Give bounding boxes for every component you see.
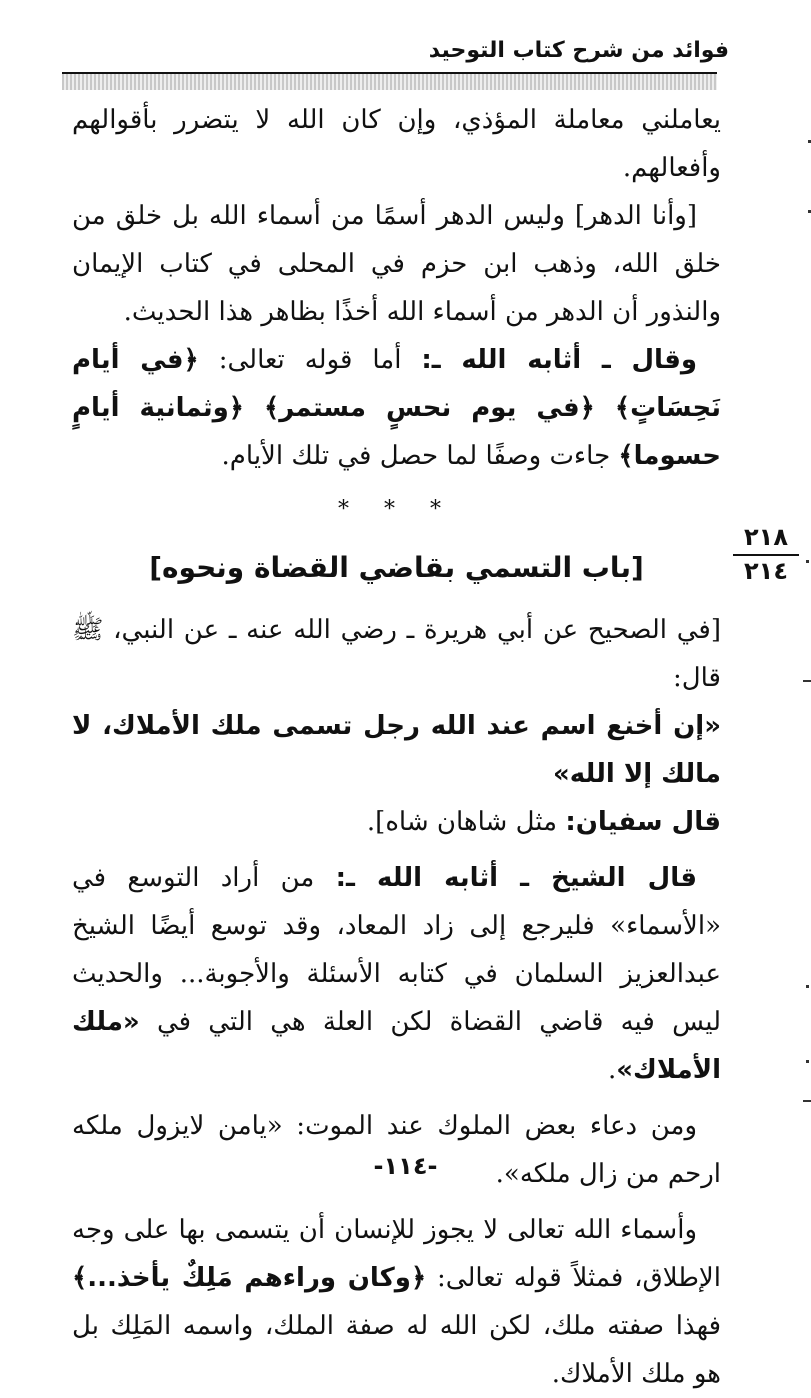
- page-number: -١١٤-: [373, 1152, 438, 1180]
- chapter-title: [باب التسمي بقاضي القضاة ونحوه]: [149, 551, 644, 584]
- scan-mark: [806, 1060, 809, 1063]
- scan-mark: [806, 985, 809, 988]
- scan-mark: [803, 1100, 811, 1102]
- sufyan-lead: قال سفيان:: [565, 807, 721, 837]
- hadith-intro: [في الصحيح عن أبي هريرة ـ رضي الله عنه ـ عن النبي، ﷺ قال:: [72, 615, 721, 693]
- paragraph-3-text-b: جاءت وصفًا لما حصل في تلك الأيام.: [221, 441, 619, 471]
- paragraph-3-lead: وقال ـ أثابه الله ـ:: [421, 345, 698, 375]
- names-paragraph: [72, 1206, 721, 1398]
- scan-mark: [806, 560, 809, 563]
- shaykh-text-b: .: [607, 1055, 617, 1085]
- separator-stars: * * *: [338, 497, 455, 522]
- names-text-a: وأسماء الله تعالى لا يجوز للإنسان أن يتسمى بها على وجه الإطلاق، فمثلاً قوله تعالى:: [72, 1215, 721, 1293]
- hadith-number-top: ٢١٨: [733, 522, 799, 556]
- shaykh-lead: قال الشيخ ـ أثابه الله ـ:: [335, 863, 697, 893]
- names-text-b: فهذا صفته ملك، لكن الله له صفة الملك، واسمه المَلِك بل هو ملك الأملاك.: [72, 1311, 721, 1389]
- paragraph-3-quran: ﴿في أيام نَحِسَاتٍ﴾ ﴿في يوم نحسٍ مستمر﴾ ﴿وثمانية أيامٍ حسوما﴾: [72, 345, 721, 471]
- running-title: فوائد من شرح كتاب التوحيد: [428, 38, 729, 63]
- sufyan-text: مثل شاهان شاه].: [366, 807, 566, 837]
- scan-mark: [803, 680, 811, 682]
- hadith-number: [733, 522, 799, 586]
- paragraph-3: [72, 336, 721, 480]
- shaykh-paragraph: [72, 854, 721, 1094]
- paragraph-3-text-a: أما قوله تعالى:: [198, 345, 422, 375]
- paragraph-1: يعاملني معاملة المؤذي، وإن كان الله لا يتضرر بأقوالهم وأفعالهم.: [72, 105, 721, 183]
- hadith-text: «إن أخنع اسم عند الله رجل تسمى ملك الأملاك، لا مالك إلا الله»: [72, 711, 721, 789]
- body-text: [72, 96, 721, 1398]
- sufyan-note: [72, 798, 721, 846]
- names-quran: ﴿وكان وراءهم مَلِكٌ يأخذ...﴾: [72, 1263, 427, 1293]
- paragraph-2: [وأنا الدهر] وليس الدهر أسمًا من أسماء الله بل خلق من خلق الله، وذهب ابن حزم في المحلى في كتاب الإيمان والنذور أن الدهر من أسماء الله أخذًا بظاهر هذا الحديث.: [72, 201, 721, 327]
- dua-paragraph: ومن دعاء بعض الملوك عند الموت: «يامن لايزول ملكه ارحم من زال ملكه».: [72, 1111, 721, 1189]
- hadith-number-bottom: ٢١٤: [744, 557, 788, 585]
- shaykh-bold: «ملك الأملاك»: [72, 1007, 721, 1085]
- shaykh-text-a: من أراد التوسع في «الأسماء» فليرجع إلى زاد المعاد، وقد توسع أيضًا الشيخ عبدالعزيز السلمان في كتابه الأسئلة والأجوبة... والحديث ليس فيه قاضي القضاة لكن العلة هي التي في: [72, 863, 721, 1037]
- header-rule: [62, 72, 717, 90]
